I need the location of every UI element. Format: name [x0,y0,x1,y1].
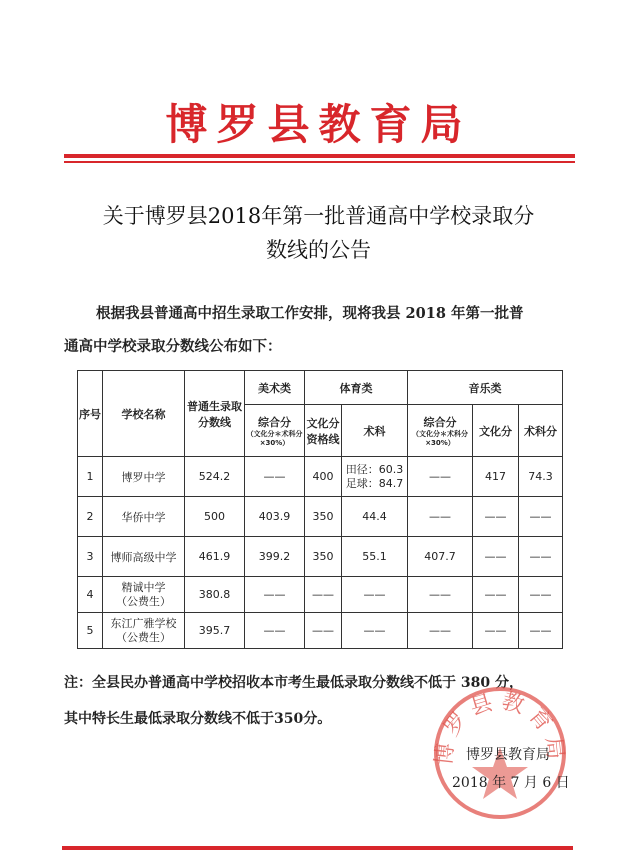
header-art-composite [245,405,305,457]
cell-general: 380.8 [185,577,245,613]
cell-school-type: （公费生） [116,594,171,608]
cell-sport-culture: —— [305,613,342,649]
cell-sport-skill-track: 田径：60.3 [345,462,404,476]
header-music-composite [408,405,473,457]
header-general-score: 普通生录取分数线 [185,371,245,457]
cell-sport-skill [342,457,408,497]
cell-sport-culture: 400 [305,457,342,497]
cell-music-culture: 417 [473,457,519,497]
table-row [78,457,563,497]
notice-title-line1: 关于博罗县2018年第一批普通高中学校录取分 [102,204,535,228]
cell-seq: 4 [78,577,103,613]
table-row [78,497,563,537]
cell-sport-culture: —— [305,577,342,613]
intro-paragraph-line1: 根据我县普通高中招生录取工作安排，现将我县 2018 年第一批普 [96,305,524,322]
header-art-composite-note: （文化分＊术科分×30%） [246,429,303,447]
cell-school-name: 精诚中学 [121,580,166,594]
note-line2: 其中特长生最低录取分数线不低于350分。 [64,711,332,727]
cell-music-composite: 407.7 [408,537,473,577]
cell-music-skill: —— [519,577,563,613]
cell-school: 博师高级中学 [103,537,185,577]
cell-art-composite: 403.9 [245,497,305,537]
cell-art-composite: —— [245,457,305,497]
header-sport-culture-qual: 文化分资格线 [305,405,342,457]
cell-sport-skill-football: 足球：84.7 [345,476,404,490]
table-row [78,577,563,613]
header-music-composite-note: （文化分＊术科分×30%） [412,429,468,447]
cell-school [103,613,185,649]
cell-music-culture: —— [473,613,519,649]
cell-art-composite: —— [245,613,305,649]
header-art-composite-label: 综合分 [258,415,291,429]
cell-music-skill: —— [519,537,563,577]
cell-art-composite: —— [245,577,305,613]
header-art: 美术类 [245,371,305,405]
note-line1: 注：全县民办普通高中学校招收本市考生最低录取分数线不低于 380 分， [64,675,523,691]
cell-general: 461.9 [185,537,245,577]
cell-school: 华侨中学 [103,497,185,537]
cell-music-composite: —— [408,577,473,613]
cell-school [103,577,185,613]
cell-sport-culture: 350 [305,537,342,577]
header-sport: 体育类 [305,371,408,405]
header-school-name: 学校名称 [103,371,185,457]
cell-music-skill: —— [519,613,563,649]
cell-music-composite: —— [408,497,473,537]
cell-art-composite: 399.2 [245,537,305,577]
cell-sport-skill: 44.4 [342,497,408,537]
header-divider-thin [64,161,575,163]
cell-seq: 2 [78,497,103,537]
cell-sport-skill: —— [342,613,408,649]
cell-seq: 3 [78,537,103,577]
table-row [78,537,563,577]
intro-paragraph-line2: 通高中学校录取分数线公布如下： [64,338,282,355]
header-music-culture: 文化分 [473,405,519,457]
header-seq: 序号 [78,371,103,457]
agency-header: 博罗县教育局 [165,100,472,149]
cell-sport-skill: —— [342,577,408,613]
cell-general: 395.7 [185,613,245,649]
cell-music-culture: —— [473,497,519,537]
header-music-skill: 术科分 [519,405,563,457]
notice-title-line2: 数线的公告 [266,238,371,262]
issue-date: 2018 年 7 月 6 日 [452,775,570,791]
cell-school-name: 东江广雅学校 [110,616,177,630]
cell-music-culture: —— [473,577,519,613]
cell-general: 500 [185,497,245,537]
cell-music-composite: —— [408,613,473,649]
cell-general: 524.2 [185,457,245,497]
footer-divider [62,846,573,850]
seal-text: 博罗县教育局 [431,688,569,767]
cell-school-type: （公费生） [116,630,171,644]
cell-seq: 5 [78,613,103,649]
header-music: 音乐类 [408,371,563,405]
cell-music-culture: —— [473,537,519,577]
cell-sport-skill: 55.1 [342,537,408,577]
admission-score-table [77,370,563,649]
cell-seq: 1 [78,457,103,497]
cell-school: 博罗中学 [103,457,185,497]
issuer-name: 博罗县教育局 [466,747,550,763]
header-sport-skill: 术科 [342,405,408,457]
table-row [78,613,563,649]
header-divider-thick [64,154,575,158]
header-music-composite-label: 综合分 [423,415,457,429]
cell-sport-culture: 350 [305,497,342,537]
cell-music-skill: 74.3 [519,457,563,497]
cell-music-composite: —— [408,457,473,497]
cell-music-skill: —— [519,497,563,537]
